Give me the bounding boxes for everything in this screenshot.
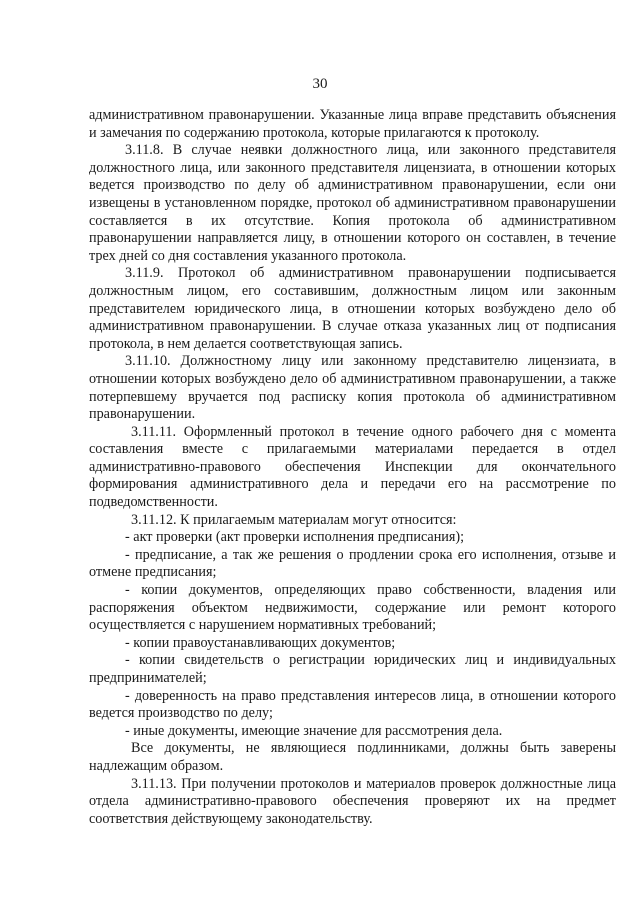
list-item: - доверенность на право представления интересов лица, в отношении которого ведется производство по делу; [89,687,616,722]
paragraph-3-11-13: 3.11.13. При получении протоколов и материалов проверок должностные лица отдела административно-правового обеспечения проверяют их на предмет соответствия действующему законодательству. [89,775,616,827]
paragraph-documents-certification: Все документы, не являющиеся подлинниками, должны быть заверены надлежащим образом. [89,740,616,774]
list-item: - предписание, а так же решения о продлении срока его исполнения, отзыве и отмене предписания; [89,546,616,581]
paragraph-3-11-12: 3.11.12. К прилагаемым материалам могут относится: [131,511,457,528]
list-item: - акт проверки (акт проверки исполнения предписания); [125,529,465,546]
paragraph-continuation: административном правонарушении. Указанные лица вправе представить объяснения и замечания по содержанию протокола, которые прилагаются к протоколу. [89,107,616,141]
document-body [89,107,616,828]
paragraph-3-11-11: 3.11.11. Оформленный протокол в течение одного рабочего дня с момента составления вместе с прилагаемыми материалами передается в отдел административно-правового обеспечения Инспекции для окончательного формирования административного дела и передачи его на рассмотрение по подведомственности. [89,423,616,511]
paragraph-3-11-9: 3.11.9. Протокол об административном правонарушении подписывается должностным лицом, его составившим, должностным лицом или законным представителем юридического лица, в отношении которых возбуждено дело об административном правонарушении. В случае отказа указанных лиц от подписания протокола, в нем делается соответствующая запись. [89,265,616,352]
list-item: - иные документы, имеющие значение для рассмотрения дела. [125,722,503,739]
list-item: - копии документов, определяющих право собственности, владения или распоряжения объектом недвижимости, содержание или ремонт которого осуществляется с нарушением нормативных требований; [89,582,616,634]
list-item: - копии свидетельств о регистрации юридических лиц и индивидуальных предпринимателей; [89,652,616,686]
list-item: - копии правоустанавливающих документов; [125,634,396,651]
page-number: 30 [312,76,328,92]
paragraph-3-11-8: 3.11.8. В случае неявки должностного лица, или законного представителя должностного лица, или законного представителя лицензиата, в отношении которых ведется производство по делу об административном правонарушении, если они извещены в установленном порядке, протокол об административном правонарушении составляется в их отсутствие. Копия протокола об административном правонарушении направляется лицу, в отношении которого он составлен, в течение трех дней со дня составления указанного протокола. [89,142,616,264]
paragraph-3-11-10: 3.11.10. Должностному лицу или законному представителю лицензиата, в отношении которых возбуждено дело об административном правонарушении, а также потерпевшему вручается под расписку копия протокола об административном правонарушении. [89,353,616,423]
